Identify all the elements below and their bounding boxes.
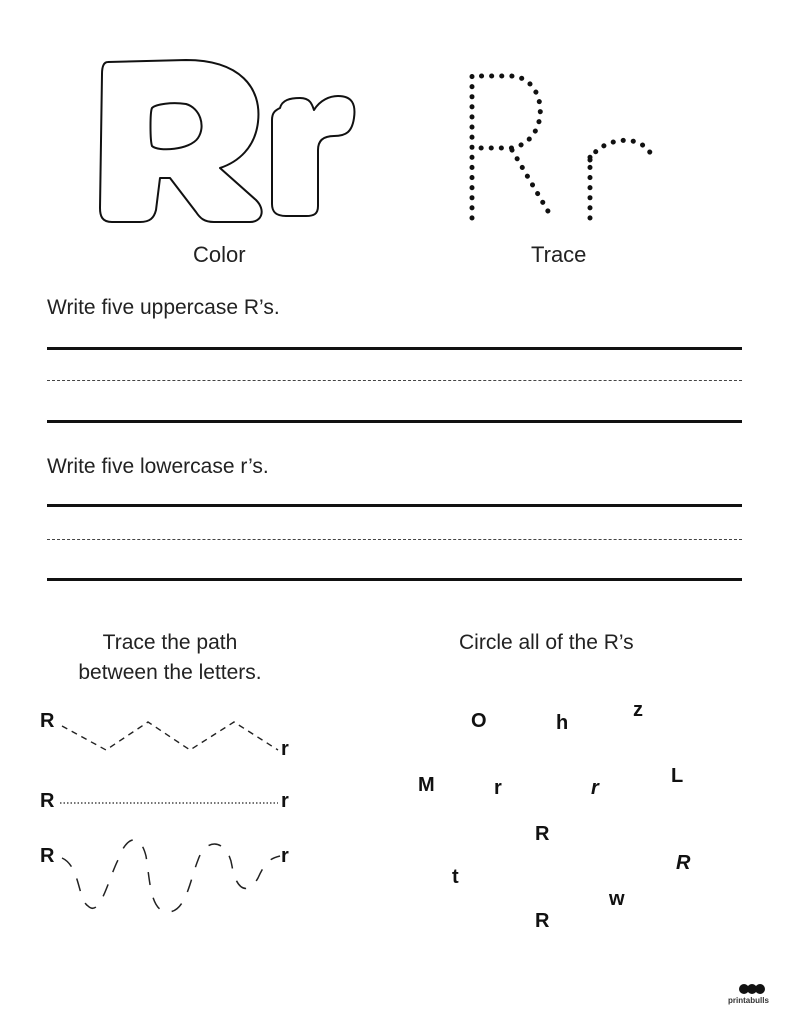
zigzag-path (62, 722, 278, 750)
circle-title: Circle all of the R’s (459, 631, 634, 654)
path1-end: r (281, 738, 289, 760)
letter-m[interactable]: M (418, 774, 435, 796)
brand-logo-icon (738, 983, 766, 995)
path2-end: r (281, 790, 289, 812)
lowercase-prompt: Write five lowercase r’s. (47, 455, 269, 478)
letter-z[interactable]: z (633, 699, 643, 721)
color-label: Color (193, 242, 246, 267)
path-title-line2: between the letters. (78, 661, 262, 684)
letter-o[interactable]: O (471, 710, 487, 732)
path3-end: r (281, 845, 289, 867)
path2-start: R (40, 790, 55, 812)
letter-r-upper-2[interactable]: R (676, 852, 691, 874)
wavy-path (62, 840, 280, 912)
brand-name: printabulls (728, 996, 769, 1005)
uppercase-prompt: Write five uppercase R’s. (47, 296, 280, 319)
path3-start: R (40, 845, 55, 867)
letter-t[interactable]: t (452, 866, 459, 888)
letter-r-upper-3[interactable]: R (535, 910, 550, 932)
letter-w[interactable]: w (609, 888, 625, 910)
trace-label: Trace (531, 242, 587, 267)
letter-r-lower-1[interactable]: r (494, 777, 502, 799)
path-title-line1: Trace the path (102, 631, 238, 654)
letter-h[interactable]: h (556, 712, 569, 734)
letter-l[interactable]: L (671, 765, 684, 787)
path1-start: R (40, 710, 55, 732)
letter-r-lower-2[interactable]: r (591, 777, 599, 799)
letter-r-upper-1[interactable]: R (535, 823, 550, 845)
